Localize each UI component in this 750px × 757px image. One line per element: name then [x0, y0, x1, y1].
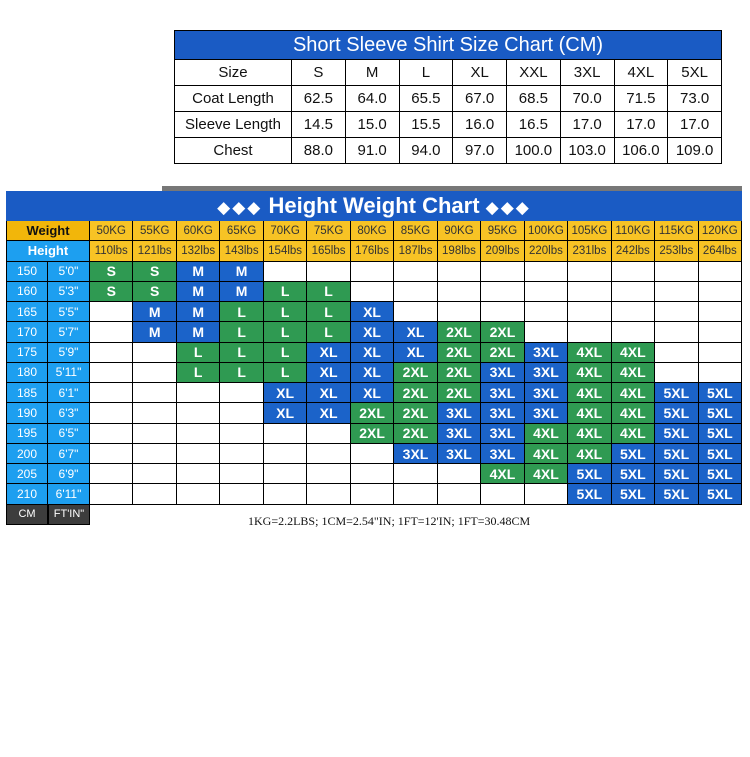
size-chart-cell: 14.5 [292, 112, 346, 138]
weight-lbs-cell: 231lbs [568, 241, 611, 261]
size-cell: 5XL [655, 484, 698, 504]
size-cell: 4XL [568, 363, 611, 383]
size-cell: 2XL [438, 383, 481, 403]
empty-cell [655, 262, 698, 282]
weight-lbs-cell: 242lbs [612, 241, 655, 261]
empty-cell [655, 282, 698, 302]
size-chart-cell: 71.5 [614, 86, 668, 112]
height-ft-cell: 6'9" [48, 464, 90, 484]
size-cell: 4XL [568, 444, 611, 464]
size-cell: 5XL [568, 484, 611, 504]
empty-cell [394, 464, 437, 484]
size-cell: 2XL [394, 424, 437, 444]
empty-cell [525, 302, 568, 322]
size-cell: L [220, 363, 263, 383]
empty-cell [438, 464, 481, 484]
weight-kg-cell: 95KG [481, 221, 524, 241]
empty-cell [481, 484, 524, 504]
empty-cell [133, 383, 176, 403]
weight-lbs-cell: 121lbs [133, 241, 176, 261]
empty-cell [220, 403, 263, 423]
size-cell: XL [307, 363, 350, 383]
size-chart-row-label: Sleeve Length [175, 112, 292, 138]
size-cell: 5XL [699, 484, 742, 504]
size-chart-header-cell: 5XL [668, 60, 722, 86]
conversion-note: 1KG=2.2LBS; 1CM=2.54"IN; 1FT=12'IN; 1FT=30.48CM [248, 514, 531, 528]
diamond-decoration-left: ◆◆◆ [217, 198, 263, 217]
empty-cell [264, 464, 307, 484]
size-chart-header-cell: XXL [507, 60, 561, 86]
size-cell: L [177, 343, 220, 363]
weight-lbs-cell: 132lbs [177, 241, 220, 261]
height-cm-cell: 180 [6, 363, 48, 383]
size-chart-cell: 73.0 [668, 86, 722, 112]
size-cell: 2XL [438, 343, 481, 363]
size-cell: L [220, 302, 263, 322]
empty-cell [351, 484, 394, 504]
height-cm-cell: 165 [6, 302, 48, 322]
size-cell: XL [264, 383, 307, 403]
size-cell: 5XL [655, 444, 698, 464]
height-ft-cell: 5'7" [48, 322, 90, 342]
size-chart-cell: 103.0 [560, 138, 614, 164]
size-chart-header-cell: L [399, 60, 453, 86]
size-chart-cell: 100.0 [507, 138, 561, 164]
empty-cell [394, 282, 437, 302]
height-weight-grid [6, 221, 742, 525]
height-ft-cell: 5'0" [48, 262, 90, 282]
empty-cell [351, 262, 394, 282]
empty-cell [438, 262, 481, 282]
height-weight-chart [6, 191, 742, 525]
size-cell: 5XL [655, 464, 698, 484]
weight-kg-cell: 65KG [220, 221, 263, 241]
size-cell: M [177, 322, 220, 342]
empty-cell [220, 484, 263, 504]
size-cell: L [264, 322, 307, 342]
weight-lbs-cell: 165lbs [307, 241, 350, 261]
empty-cell [90, 484, 133, 504]
empty-cell [220, 383, 263, 403]
size-cell: XL [351, 322, 394, 342]
empty-cell [90, 424, 133, 444]
size-cell: 2XL [394, 403, 437, 423]
empty-cell [525, 262, 568, 282]
size-cell: L [264, 302, 307, 322]
weight-kg-cell: 55KG [133, 221, 176, 241]
empty-cell [568, 322, 611, 342]
empty-cell [481, 302, 524, 322]
size-cell: 2XL [481, 343, 524, 363]
weight-kg-cell: 60KG [177, 221, 220, 241]
weight-lbs-cell: 209lbs [481, 241, 524, 261]
size-chart-header-cell: 4XL [614, 60, 668, 86]
empty-cell [612, 322, 655, 342]
height-cm-cell: 160 [6, 282, 48, 302]
empty-cell [90, 302, 133, 322]
size-cell: 5XL [612, 484, 655, 504]
size-chart-cell: 17.0 [614, 112, 668, 138]
empty-cell [351, 464, 394, 484]
empty-cell [307, 464, 350, 484]
empty-cell [525, 282, 568, 302]
size-cell: L [220, 343, 263, 363]
size-cell: 5XL [699, 403, 742, 423]
size-chart-cell: 91.0 [345, 138, 399, 164]
size-cell: L [264, 282, 307, 302]
empty-cell [133, 363, 176, 383]
size-chart-cell: 15.0 [345, 112, 399, 138]
empty-cell [438, 282, 481, 302]
size-cell: 4XL [612, 383, 655, 403]
size-cell: M [177, 302, 220, 322]
weight-lbs-cell: 198lbs [438, 241, 481, 261]
weight-kg-cell: 90KG [438, 221, 481, 241]
empty-cell [177, 464, 220, 484]
size-chart-cell: 17.0 [668, 112, 722, 138]
size-cell: 4XL [525, 444, 568, 464]
size-cell: 3XL [481, 363, 524, 383]
empty-cell [133, 484, 176, 504]
empty-cell [177, 444, 220, 464]
size-cell: XL [307, 383, 350, 403]
empty-cell [177, 383, 220, 403]
size-chart-header-cell: M [345, 60, 399, 86]
height-ft-cell: 5'3" [48, 282, 90, 302]
weight-lbs-cell: 143lbs [220, 241, 263, 261]
empty-cell [351, 282, 394, 302]
height-weight-title-bar [6, 191, 742, 221]
weight-lbs-cell: 187lbs [394, 241, 437, 261]
size-cell: L [307, 282, 350, 302]
empty-cell [394, 302, 437, 322]
height-ft-cell: 6'3" [48, 403, 90, 423]
empty-cell [90, 383, 133, 403]
size-cell: L [307, 302, 350, 322]
size-chart-row [175, 112, 722, 138]
size-cell: XL [264, 403, 307, 423]
empty-cell [90, 363, 133, 383]
empty-cell [177, 403, 220, 423]
size-cell: XL [394, 343, 437, 363]
size-cell: 3XL [394, 444, 437, 464]
height-ft-cell: 6'1" [48, 383, 90, 403]
size-cell: L [264, 343, 307, 363]
size-cell: XL [307, 403, 350, 423]
size-cell: 3XL [525, 363, 568, 383]
size-chart-cell: 65.5 [399, 86, 453, 112]
size-cell: XL [394, 322, 437, 342]
empty-cell [90, 322, 133, 342]
size-cell: 4XL [481, 464, 524, 484]
size-cell: 4XL [568, 383, 611, 403]
empty-cell [394, 484, 437, 504]
height-cm-cell: 195 [6, 424, 48, 444]
height-cm-cell: 175 [6, 343, 48, 363]
height-ft-cell: 5'11" [48, 363, 90, 383]
empty-cell [612, 282, 655, 302]
size-cell: 4XL [612, 424, 655, 444]
size-cell: 5XL [699, 464, 742, 484]
size-cell: 3XL [481, 424, 524, 444]
empty-cell [568, 302, 611, 322]
weight-kg-cell: 115KG [655, 221, 698, 241]
size-cell: XL [307, 343, 350, 363]
empty-cell [655, 302, 698, 322]
height-ft-cell: 6'11" [48, 484, 90, 504]
weight-lbs-cell: 176lbs [351, 241, 394, 261]
empty-cell [307, 424, 350, 444]
weight-kg-cell: 120KG [699, 221, 742, 241]
size-chart-cell: 67.0 [453, 86, 507, 112]
size-cell: 3XL [438, 424, 481, 444]
empty-cell [394, 262, 437, 282]
empty-cell [438, 302, 481, 322]
size-cell: M [177, 262, 220, 282]
size-chart-header-cell: XL [453, 60, 507, 86]
size-cell: S [90, 262, 133, 282]
weight-kg-cell: 105KG [568, 221, 611, 241]
height-ft-cell: 6'5" [48, 424, 90, 444]
height-weight-title: Height Weight Chart [268, 193, 480, 218]
size-cell: XL [351, 343, 394, 363]
size-cell: 4XL [568, 343, 611, 363]
size-cell: XL [351, 363, 394, 383]
size-cell: L [307, 322, 350, 342]
empty-cell [655, 343, 698, 363]
size-cell: 2XL [394, 363, 437, 383]
size-cell: 3XL [525, 403, 568, 423]
height-cm-cell: 185 [6, 383, 48, 403]
empty-cell [90, 464, 133, 484]
weight-kg-cell: 100KG [525, 221, 568, 241]
weight-kg-cell: 50KG [90, 221, 133, 241]
size-chart-cell: 62.5 [292, 86, 346, 112]
size-cell: 3XL [438, 444, 481, 464]
size-cell: M [177, 282, 220, 302]
weight-lbs-cell: 110lbs [90, 241, 133, 261]
empty-cell [220, 424, 263, 444]
size-cell: S [133, 282, 176, 302]
weight-lbs-cell: 264lbs [699, 241, 742, 261]
height-ft-cell: 5'5" [48, 302, 90, 322]
size-cell: L [177, 363, 220, 383]
size-cell: 4XL [568, 403, 611, 423]
size-cell: 4XL [612, 403, 655, 423]
height-header-label: Height [6, 241, 90, 261]
size-cell: 2XL [351, 424, 394, 444]
size-cell: 5XL [612, 464, 655, 484]
empty-cell [90, 444, 133, 464]
empty-cell [568, 282, 611, 302]
empty-cell [133, 403, 176, 423]
size-chart-header-cell: Size [175, 60, 292, 86]
empty-cell [568, 262, 611, 282]
size-cell: 4XL [525, 464, 568, 484]
empty-cell [699, 343, 742, 363]
size-cell: L [264, 363, 307, 383]
size-cell: 3XL [481, 444, 524, 464]
empty-cell [525, 322, 568, 342]
size-cell: 3XL [525, 343, 568, 363]
empty-cell [177, 484, 220, 504]
empty-cell [133, 424, 176, 444]
size-cell: M [133, 322, 176, 342]
empty-cell [481, 262, 524, 282]
size-cell: XL [351, 383, 394, 403]
size-chart-cell: 68.5 [507, 86, 561, 112]
size-chart-cell: 16.5 [507, 112, 561, 138]
size-chart-row-label: Chest [175, 138, 292, 164]
size-cell: 4XL [612, 343, 655, 363]
size-cell: 2XL [438, 322, 481, 342]
weight-lbs-cell: 154lbs [264, 241, 307, 261]
empty-cell [699, 262, 742, 282]
size-cell: 5XL [655, 424, 698, 444]
size-cell: 5XL [612, 444, 655, 464]
size-cell: 2XL [351, 403, 394, 423]
empty-cell [220, 464, 263, 484]
size-cell: 3XL [525, 383, 568, 403]
empty-cell [525, 484, 568, 504]
size-chart-row-label: Coat Length [175, 86, 292, 112]
weight-kg-cell: 85KG [394, 221, 437, 241]
weight-kg-cell: 80KG [351, 221, 394, 241]
size-chart-cell: 17.0 [560, 112, 614, 138]
size-cell: 5XL [699, 444, 742, 464]
empty-cell [612, 262, 655, 282]
size-chart-row [175, 86, 722, 112]
size-cell: S [133, 262, 176, 282]
size-cell: M [220, 282, 263, 302]
size-cell: M [220, 262, 263, 282]
height-cm-cell: 150 [6, 262, 48, 282]
unit-cm-label: CM [6, 505, 48, 525]
size-cell: 4XL [612, 363, 655, 383]
weight-header-label: Weight [6, 221, 90, 241]
size-cell: 5XL [568, 464, 611, 484]
size-cell: L [220, 322, 263, 342]
size-chart-cell: 70.0 [560, 86, 614, 112]
weight-lbs-cell: 253lbs [655, 241, 698, 261]
size-cell: 4XL [525, 424, 568, 444]
empty-cell [699, 282, 742, 302]
size-chart-header-cell: 3XL [560, 60, 614, 86]
size-chart-cell: 88.0 [292, 138, 346, 164]
empty-cell [612, 302, 655, 322]
empty-cell [699, 322, 742, 342]
size-cell: 2XL [438, 363, 481, 383]
size-cell: 2XL [394, 383, 437, 403]
empty-cell [264, 262, 307, 282]
empty-cell [307, 444, 350, 464]
height-cm-cell: 170 [6, 322, 48, 342]
size-chart-cell: 64.0 [345, 86, 399, 112]
size-cell: 4XL [568, 424, 611, 444]
weight-kg-cell: 70KG [264, 221, 307, 241]
height-cm-cell: 190 [6, 403, 48, 423]
empty-cell [438, 484, 481, 504]
empty-cell [220, 444, 263, 464]
height-ft-cell: 6'7" [48, 444, 90, 464]
empty-cell [307, 262, 350, 282]
empty-cell [264, 484, 307, 504]
empty-cell [133, 343, 176, 363]
size-chart-header-row [175, 60, 722, 86]
empty-cell [699, 363, 742, 383]
unit-ft-label: FT'IN" [48, 505, 90, 525]
empty-cell [90, 343, 133, 363]
height-cm-cell: 200 [6, 444, 48, 464]
size-cell: 5XL [699, 383, 742, 403]
size-chart-cell: 97.0 [453, 138, 507, 164]
empty-cell [264, 444, 307, 464]
size-chart-row [175, 138, 722, 164]
size-chart-cell: 106.0 [614, 138, 668, 164]
empty-cell [133, 444, 176, 464]
empty-cell [133, 464, 176, 484]
size-chart-cell: 15.5 [399, 112, 453, 138]
size-cell: 5XL [655, 403, 698, 423]
empty-cell [177, 424, 220, 444]
size-chart-header-cell: S [292, 60, 346, 86]
size-chart-cell: 16.0 [453, 112, 507, 138]
size-chart-table [174, 30, 722, 164]
height-ft-cell: 5'9" [48, 343, 90, 363]
size-cell: M [133, 302, 176, 322]
weight-kg-cell: 110KG [612, 221, 655, 241]
empty-cell [264, 424, 307, 444]
height-cm-cell: 205 [6, 464, 48, 484]
size-cell: 3XL [481, 383, 524, 403]
size-cell: 5XL [655, 383, 698, 403]
height-cm-cell: 210 [6, 484, 48, 504]
empty-cell [699, 302, 742, 322]
weight-lbs-cell: 220lbs [525, 241, 568, 261]
empty-cell [351, 444, 394, 464]
size-chart-cell: 109.0 [668, 138, 722, 164]
empty-cell [655, 363, 698, 383]
size-cell: 3XL [481, 403, 524, 423]
diamond-decoration-right: ◆◆◆ [485, 198, 531, 217]
empty-cell [307, 484, 350, 504]
size-cell: S [90, 282, 133, 302]
empty-cell [90, 403, 133, 423]
size-cell: 3XL [438, 403, 481, 423]
empty-cell [481, 282, 524, 302]
size-cell: XL [351, 302, 394, 322]
size-cell: 2XL [481, 322, 524, 342]
size-chart-cell: 94.0 [399, 138, 453, 164]
weight-kg-cell: 75KG [307, 221, 350, 241]
size-chart-title: Short Sleeve Shirt Size Chart (CM) [174, 30, 722, 59]
empty-cell [655, 322, 698, 342]
size-cell: 5XL [699, 424, 742, 444]
